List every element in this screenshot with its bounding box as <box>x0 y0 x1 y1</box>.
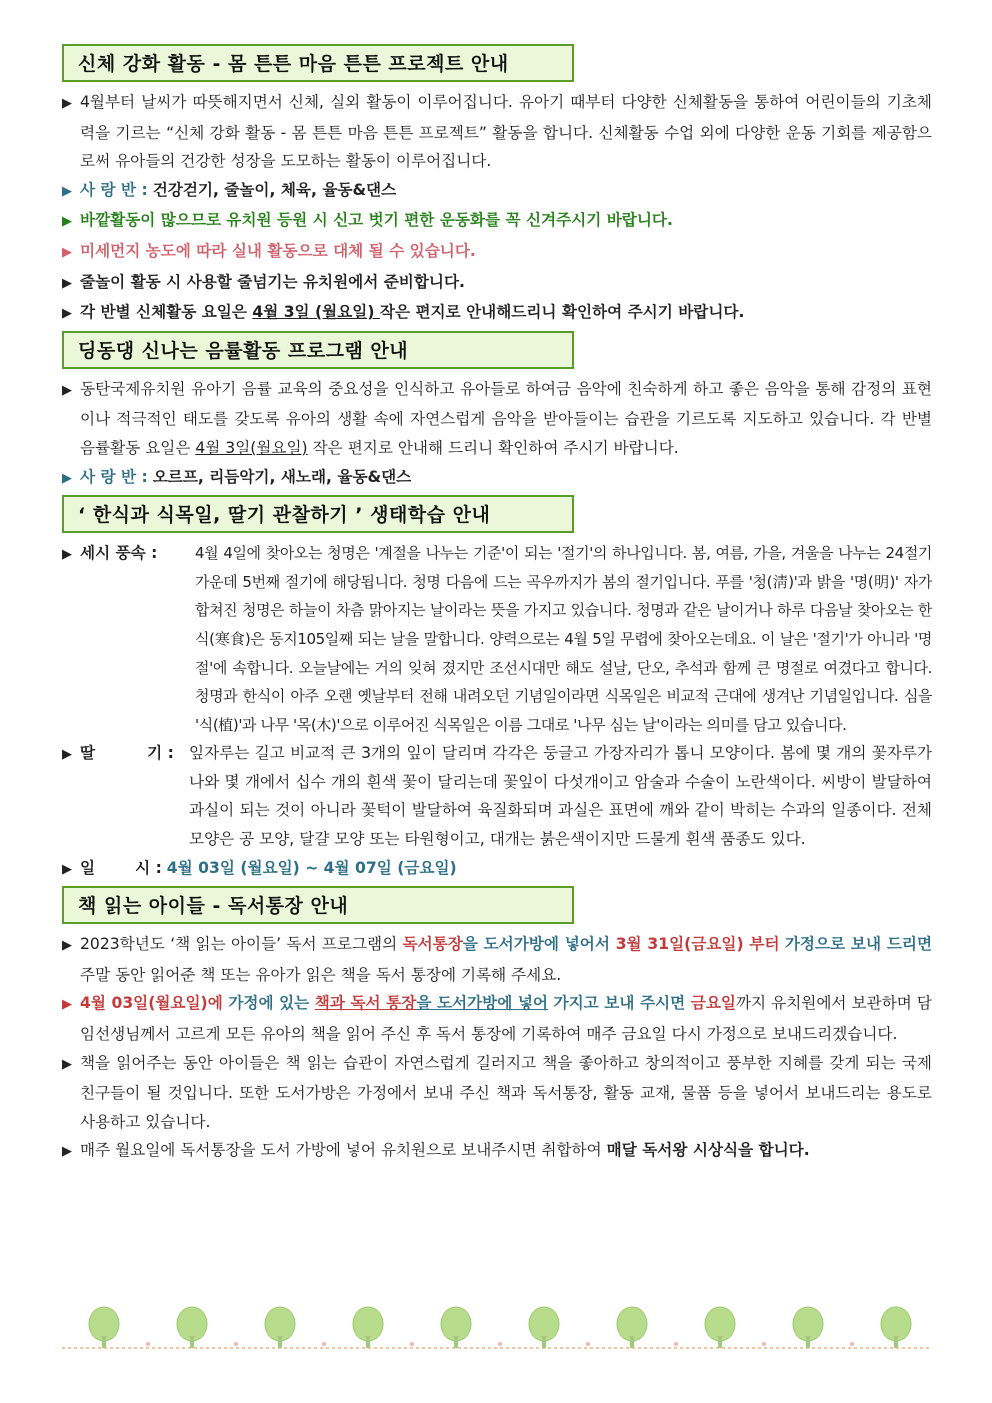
ecology-date: ▶ 일 시 : 4월 03일 (월요일) ~ 4월 07일 (금요일) <box>62 854 932 885</box>
custom-text: 4월 4일에 찾아오는 청명은 '계절을 나누는 기준'이 되는 '절기'의 하나입니다. 봄, 여름, 가을, 겨울을 나누는 24절기 가운데 5번째 절기에 해당됩니다. 청명 다음에 드는 곡우까지가 봄의 절기입니다. 푸를 '청(淸)'과 밝을 '명(明)' 자가 합쳐진 청명은 하늘이 차츰 맑아지는 날이라는 뜻을 가지고 있습니다. 청명과 같은 날이거나 하루 다음날 찾아오는 한식(寒食)은 동지105일째 되는 날을 말합니다. 양력으로는 4월 5일 무렵에 찾아오는데요. 이 날은 '절기'가 아니라 '명절'에 속합니다. 오늘날에는 거의 잊혀 졌지만 조선시대만 해도 설날, 단오, 추석과 함께 큰 명절로 여겼다고 합니다. 청명과 한식이 아주 오랜 옛날부터 전해 내려오던 기념일이라면 식목일은 비교적 근대에 생겨난 기념일입니다. 심을 '식(植)'과 나무 '목(木)'으로 이루어진 식목일은 이름 그대로 '나무 심는 날'이라는 의미를 담고 있습니다. <box>195 544 932 734</box>
notice-physical-day: ▶ 각 반별 신체활동 요일은 4월 3일 (월요일) 작은 편지로 안내해드리니 확인하여 주시기 바랍니다. <box>62 298 932 329</box>
notice-shoes: ▶ 바깥활동이 많으므로 유치원 등원 시 신고 벗기 편한 운동화를 꼭 신겨주시기 바랍니다. <box>62 206 932 237</box>
bullet-arrow-icon: ▶ <box>62 214 72 230</box>
bullet-arrow-icon: ▶ <box>62 861 72 877</box>
tree-row-icon <box>62 1306 932 1352</box>
custom-label: 세시 풍속 : <box>80 544 158 563</box>
section-title-ecology: ‘ 한식과 식목일, 딸기 관찰하기 ’ 생태학습 안내 <box>62 495 574 533</box>
reading-p1: ▶ 2023학년도 ‘책 읽는 아이들’ 독서 프로그램의 독서통장을 도서가방에 넣어서 3월 31일(금요일) 부터 가정으로 보내 드리면 주말 동안 읽어준 책 또는 유아가 읽은 책을 독서 통장에 기록해 주세요. <box>62 930 932 989</box>
bullet-arrow-icon: ▶ <box>62 470 72 486</box>
bullet-arrow-icon: ▶ <box>62 275 72 291</box>
reading-p2: ▶ 4월 03일(월요일)에 가정에 있는 책과 독서 통장을 도서가방에 넣어 가지고 보내 주시면 금요일까지 유치원에서 보관하며 담임선생님께서 고르게 모든 유아의 책을 읽어 주신 후 독서 통장에 기록하여 매주 금요일 다시 가정으로 보내드리겠습니다. <box>62 989 932 1048</box>
bullet-arrow-icon: ▶ <box>62 1056 72 1072</box>
notice-jump-rope: ▶ 줄놀이 활동 시 사용할 줄넘기는 유치원에서 준비합니다. <box>62 268 932 299</box>
bullet-arrow-icon: ▶ <box>62 183 72 199</box>
bullet-arrow-icon: ▶ <box>62 1144 72 1160</box>
music-sarangban: ▶ 사 랑 반 : 오르프, 리듬악기, 새노래, 율동&댄스 <box>62 463 932 494</box>
notice-fine-dust: ▶ 미세먼지 농도에 따라 실내 활동으로 대체 될 수 있습니다. <box>62 237 932 268</box>
reading-p4: ▶ 매주 월요일에 독서통장을 도서 가방에 넣어 유치원으로 보내주시면 취합하여 매달 독서왕 시상식을 합니다. <box>62 1136 932 1167</box>
physical-sarangban: ▶ 사 랑 반 : 건강걷기, 줄놀이, 체육, 율동&댄스 <box>62 176 932 207</box>
section-title-reading: 책 읽는 아이들 - 독서통장 안내 <box>62 886 574 924</box>
bullet-arrow-icon: ▶ <box>62 938 72 954</box>
section-title-physical: 신체 강화 활동 - 몸 튼튼 마음 튼튼 프로젝트 안내 <box>62 44 574 82</box>
strawberry-label-b: 기 : <box>147 744 174 763</box>
strawberry-row <box>62 739 932 853</box>
bullet-arrow-icon: ▶ <box>62 547 72 563</box>
bullet-arrow-icon: ▶ <box>62 382 72 398</box>
bullet-arrow-icon: ▶ <box>62 96 72 111</box>
bullet-arrow-icon: ▶ <box>62 747 72 763</box>
bullet-arrow-icon: ▶ <box>62 997 72 1013</box>
strawberry-text: 잎자루는 길고 비교적 큰 3개의 잎이 달리며 각각은 둥글고 가장자리가 톱니 모양이다. 봄에 몇 개의 꽃자루가 나와 몇 개에서 십수 개의 흰색 꽃이 달리는데 꽃잎이 다섯개이고 암술과 수술이 노란색이다. 씨방이 발달하여 과실이 되는 것이 아니라 꽃턱이 발달하여 육질화되며 과실은 표면에 깨와 같이 박히는 수과의 일종이다. 전체 모양은 공 모양, 달걀 모양 또는 타원형이고, 대개는 붉은색이지만 드물게 흰색 품종도 있다. <box>189 744 932 849</box>
ecology-date-value: 4월 03일 (월요일) ~ 4월 07일 (금요일) <box>166 858 457 877</box>
music-intro: ▶ 동탄국제유치원 유아기 음률 교육의 중요성을 인식하고 유아들로 하여금 음악에 친숙하게 하고 좋은 음악을 통해 감정의 표현이나 적극적인 태도를 갖도록 유아의 생활 속에 자연스럽게 음악을 받아들이는 습관을 기르도록 지도하고 있습니다. 각 반별 음률활동 요일은 4월 3일(월요일) 작은 편지로 안내해 드리니 확인하여 주시기 바랍니다. <box>62 375 932 463</box>
bullet-arrow-icon: ▶ <box>62 306 72 322</box>
tree-border-decoration <box>62 1306 932 1352</box>
reading-p3: ▶ 책을 읽어주는 동안 아이들은 책 읽는 습관이 자연스럽게 길러지고 책을 좋아하고 창의적이고 풍부한 지혜를 갖게 되는 국제 친구들이 될 것입니다. 또한 도서가방은 가정에서 보내 주신 책과 독서통장, 활동 교재, 물품 등을 넣어서 보내드리는 용도로 사용하고 있습니다. <box>62 1049 932 1137</box>
physical-intro: ▶ 4월부터 날씨가 따뜻해지면서 신체, 실외 활동이 이루어집니다. 유아기 때부터 다양한 신체활동을 통하여 어린이들의 기초체력을 기르는 “신체 강화 활동 - 몸 튼튼 마음 튼튼 프로젝트” 활동을 합니다. 신체활동 수업 외에 다양한 운동 기회를 제공함으로써 유아들의 건강한 성장을 도모하는 활동이 이루어집니다. <box>62 88 932 176</box>
strawberry-label-a: 딸 <box>80 744 96 763</box>
section-title-music: 딩동댕 신나는 음률활동 프로그램 안내 <box>62 331 574 369</box>
newsletter-page <box>62 44 932 1167</box>
custom-row <box>62 539 932 739</box>
bullet-arrow-icon: ▶ <box>62 244 72 260</box>
